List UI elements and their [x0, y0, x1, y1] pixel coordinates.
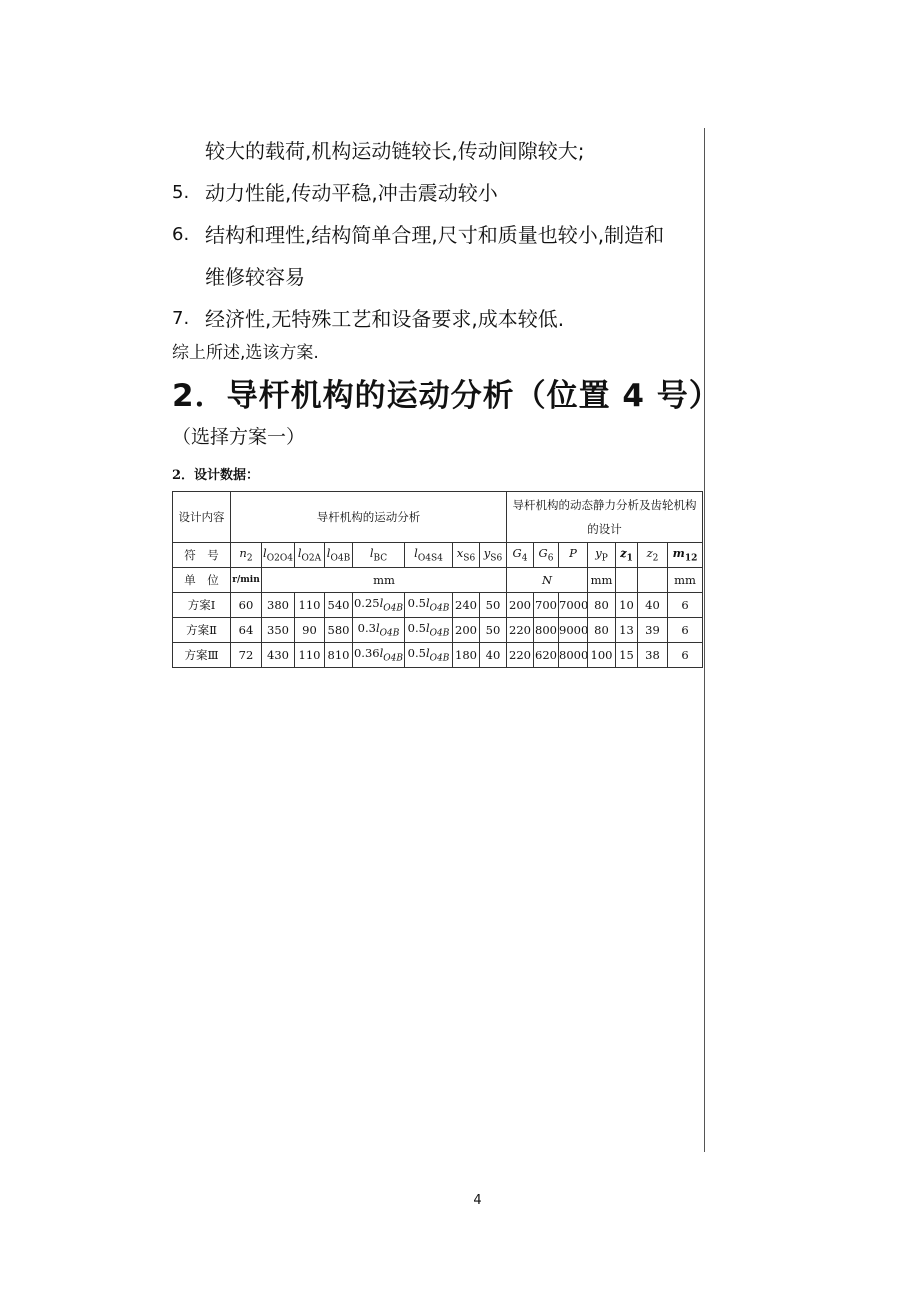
length-symbol: l: [425, 646, 430, 661]
list-number-7: 7.: [172, 308, 190, 329]
symbol-cell: [231, 543, 262, 568]
cell-value: 0.5: [407, 621, 426, 636]
cell-value: 110: [298, 648, 321, 662]
table-cell: [405, 643, 453, 668]
table-cell: [638, 643, 668, 668]
cell-value: 6: [681, 623, 689, 637]
symbol-row: [173, 543, 703, 568]
cell-value: 380: [267, 598, 289, 612]
table-cell: [325, 593, 353, 618]
list-number-5: 5.: [172, 182, 190, 203]
cell-value: 38: [645, 648, 660, 662]
symbol-cell: [453, 543, 480, 568]
cell-value: 0.36: [353, 646, 380, 661]
summary-text: 综上所述,选该方案.: [172, 343, 319, 363]
symbol-cell: [668, 543, 703, 568]
design-data-table: [172, 491, 703, 668]
group-kinematic-analysis: 导杆机构的运动分析: [231, 492, 507, 543]
symbol-base: n: [239, 546, 247, 561]
symbol-cell: [559, 543, 588, 568]
symbol-subscript: O4S4: [417, 553, 443, 564]
cell-value: 0.3: [357, 621, 376, 636]
table-caption: 2．设计数据：: [172, 468, 260, 483]
table-cell: [405, 618, 453, 643]
section-heading: 2．导杆机构的运动分析（位置 4 号）: [172, 378, 721, 414]
unit-row: [173, 568, 703, 593]
symbol-base: y: [483, 546, 491, 561]
symbol-subscript: BC: [373, 553, 388, 564]
cell-value: 40: [485, 648, 501, 662]
list-item-6-continued: 维修较容易: [205, 265, 305, 289]
table-cell: [507, 593, 534, 618]
group-dynamic-analysis: 导杆机构的动态静力分析及齿轮机构的设计: [507, 492, 703, 543]
list-number-6: 6.: [172, 224, 190, 245]
table-cell: [231, 618, 262, 643]
symbol-cell: [616, 543, 638, 568]
symbol-cell: [325, 543, 353, 568]
symbol-subscript: P: [601, 553, 608, 564]
symbol-base: l: [369, 546, 374, 561]
cell-value: 430: [267, 648, 289, 662]
cell-value: 0.5: [407, 596, 426, 611]
cell-value: 180: [455, 648, 477, 662]
cell-value: 8000: [559, 648, 589, 662]
symbol-subscript: O2O4: [266, 553, 293, 564]
table-cell: [325, 643, 353, 668]
cell-value: 240: [455, 598, 477, 612]
table-cell: [295, 618, 325, 643]
table-cell: [480, 643, 507, 668]
symbol-subscript: 6: [547, 553, 554, 564]
table-cell: [295, 643, 325, 668]
table-row: [173, 593, 703, 618]
list-item-5: 动力性能,传动平稳,冲击震动较小: [205, 181, 498, 205]
symbol-base: G: [512, 546, 522, 561]
table-cell: [638, 618, 668, 643]
length-subscript: O4B: [383, 603, 403, 614]
table-cell: [507, 643, 534, 668]
table-cell: [638, 593, 668, 618]
cell-value: 9000: [559, 623, 589, 637]
length-symbol: l: [425, 621, 430, 636]
unit-mm-yp: mm: [588, 568, 616, 593]
table-cell: [668, 618, 703, 643]
table-cell: [353, 618, 405, 643]
unit-label: 单 位: [173, 568, 231, 593]
table-cell: [262, 618, 295, 643]
table-cell: [534, 618, 559, 643]
cell-value: 580: [327, 623, 350, 637]
symbol-cell: [507, 543, 534, 568]
table-cell: [453, 643, 480, 668]
table-cell: [480, 593, 507, 618]
length-symbol: l: [375, 621, 380, 636]
table-cell: [353, 643, 405, 668]
table-cell: [231, 593, 262, 618]
table-cell: [262, 643, 295, 668]
table-cell: [616, 643, 638, 668]
cell-value: 0.25: [353, 596, 380, 611]
cell-value: 620: [535, 648, 557, 662]
table-cell: [588, 618, 616, 643]
cell-value: 110: [298, 598, 321, 612]
unit-mm-module: mm: [668, 568, 703, 593]
table-cell: [534, 643, 559, 668]
table-cell: [588, 593, 616, 618]
table-cell: [405, 593, 453, 618]
symbol-subscript: 1: [626, 553, 633, 564]
cell-value: 50: [485, 623, 501, 637]
cell-value: 40: [645, 598, 660, 612]
symbol-cell: [534, 543, 559, 568]
cell-value: 6: [681, 598, 689, 612]
length-symbol: l: [379, 596, 384, 611]
table-cell: [668, 593, 703, 618]
table-cell: [616, 618, 638, 643]
section-subtitle: （选择方案一）: [172, 426, 306, 448]
list-item-4-continued: 较大的载荷,机构运动链较长,传动间隙较大;: [205, 139, 585, 163]
cell-value: 200: [455, 623, 477, 637]
table-cell: [295, 593, 325, 618]
symbol-subscript: O2A: [301, 553, 322, 564]
unit-empty-z2: [638, 568, 668, 593]
symbol-subscript: 2: [652, 553, 659, 564]
symbol-base: y: [595, 546, 602, 561]
length-subscript: O4B: [383, 653, 403, 664]
cell-value: 220: [509, 623, 531, 637]
symbol-base: G: [538, 546, 548, 561]
symbol-cell: [262, 543, 295, 568]
cell-value: 700: [535, 598, 557, 612]
symbol-cell: [353, 543, 405, 568]
table-row: [173, 643, 703, 668]
cell-value: 100: [590, 648, 613, 662]
length-subscript: O4B: [429, 603, 450, 614]
unit-newton: N: [507, 568, 588, 593]
scheme-name: 方案Ⅱ: [173, 618, 231, 643]
symbol-cell: [588, 543, 616, 568]
table-cell: [480, 618, 507, 643]
symbol-cell: [405, 543, 453, 568]
table-cell: [559, 618, 588, 643]
list-item-7: 经济性,无特殊工艺和设备要求,成本较低.: [205, 307, 565, 331]
symbol-cell: [638, 543, 668, 568]
cell-value: 540: [327, 598, 350, 612]
length-symbol: l: [425, 596, 430, 611]
design-content-label: 设计内容: [173, 492, 231, 543]
symbol-cell: [480, 543, 507, 568]
cell-value: 80: [594, 623, 609, 637]
cell-value: 60: [238, 598, 254, 612]
table-cell: [507, 618, 534, 643]
cell-value: 810: [327, 648, 350, 662]
symbol-base: l: [326, 546, 331, 561]
unit-mm-lengths: mm: [262, 568, 507, 593]
table-cell: [616, 593, 638, 618]
length-subscript: O4B: [429, 653, 450, 664]
cell-value: 80: [594, 598, 609, 612]
cell-value: 350: [267, 623, 289, 637]
symbol-subscript: 4: [521, 553, 528, 564]
unit-empty-z1: [616, 568, 638, 593]
length-subscript: O4B: [429, 628, 450, 639]
table-cell: [353, 593, 405, 618]
table-cell: [325, 618, 353, 643]
table-cell: [231, 643, 262, 668]
symbol-base: l: [414, 546, 418, 561]
table-cell: [559, 593, 588, 618]
table-row: [173, 618, 703, 643]
cell-value: 200: [509, 598, 531, 612]
symbol-base: l: [263, 546, 267, 561]
symbol-base: P: [569, 546, 577, 561]
symbol-base: z: [620, 546, 627, 561]
cell-value: 0.5: [407, 646, 426, 661]
symbol-base: l: [297, 546, 302, 561]
symbol-label: 符 号: [173, 543, 231, 568]
symbol-subscript: 12: [684, 553, 698, 564]
table-cell: [262, 593, 295, 618]
table-cell: [588, 643, 616, 668]
table-cell: [453, 618, 480, 643]
symbol-subscript: O4B: [330, 553, 351, 564]
table-cell: [668, 643, 703, 668]
cell-value: 7000: [559, 598, 589, 612]
length-subscript: O4B: [379, 628, 400, 639]
page-number: 4: [473, 1193, 482, 1208]
length-symbol: l: [379, 646, 384, 661]
cell-value: 39: [645, 623, 660, 637]
cell-value: 800: [535, 623, 557, 637]
cell-value: 13: [619, 623, 634, 637]
page-right-rule: [704, 128, 705, 1152]
table-cell: [534, 593, 559, 618]
scheme-name: 方案Ⅰ: [173, 593, 231, 618]
table-cell: [453, 593, 480, 618]
table-cell: [559, 643, 588, 668]
symbol-base: x: [456, 546, 464, 561]
cell-value: 90: [302, 623, 317, 637]
list-item-6: 结构和理性,结构简单合理,尺寸和质量也较小,制造和: [205, 223, 665, 247]
symbol-base: z: [646, 546, 653, 561]
symbol-cell: [295, 543, 325, 568]
cell-value: 72: [238, 648, 254, 662]
cell-value: 15: [619, 648, 634, 662]
cell-value: 6: [681, 648, 689, 662]
unit-rpm: r/min: [231, 568, 262, 593]
symbol-subscript: S6: [463, 553, 476, 564]
cell-value: 64: [238, 623, 254, 637]
table-header-row: [173, 492, 703, 543]
cell-value: 50: [485, 598, 501, 612]
symbol-subscript: S6: [490, 553, 503, 564]
cell-value: 220: [509, 648, 531, 662]
symbol-subscript: 2: [246, 553, 253, 564]
symbol-base: m: [672, 546, 685, 561]
scheme-name: 方案Ⅲ: [173, 643, 231, 668]
cell-value: 10: [619, 598, 634, 612]
